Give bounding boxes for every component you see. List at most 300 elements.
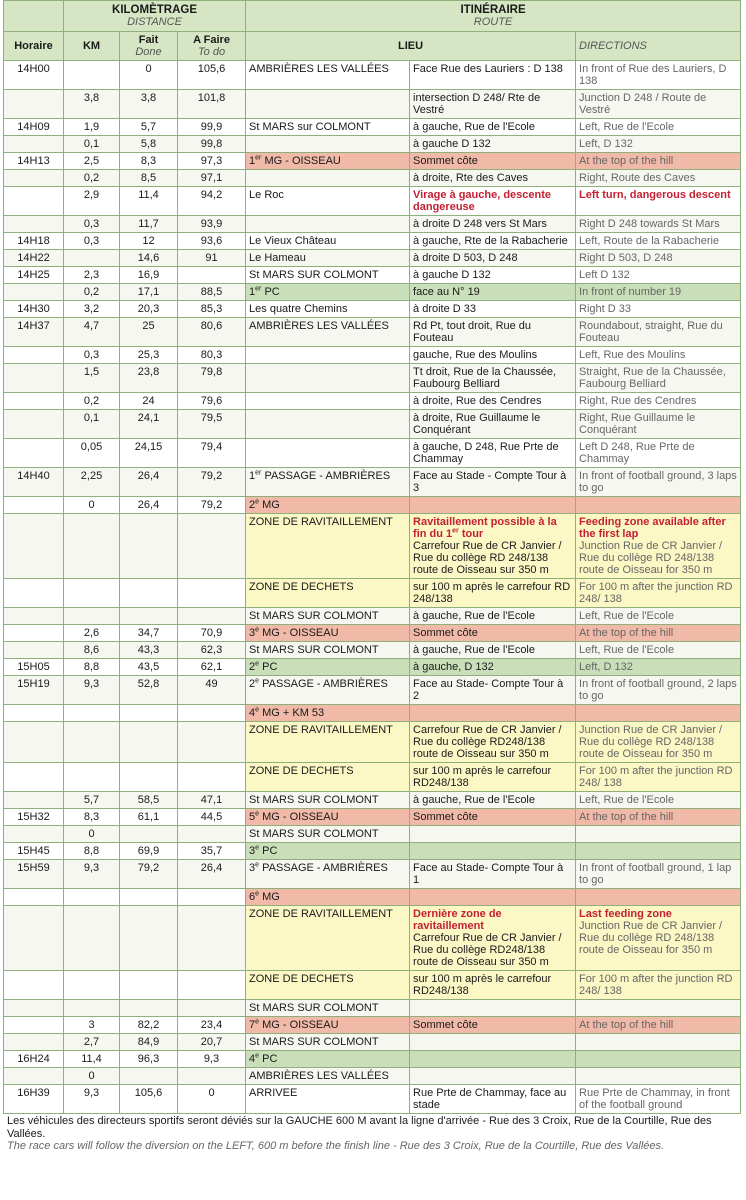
km-cell bbox=[64, 843, 120, 860]
lieu-cell-text: 4e MG + KM 53 bbox=[249, 706, 325, 719]
table-row bbox=[4, 119, 741, 136]
fait-cell bbox=[120, 136, 178, 153]
horaire-cell-text: 15H59 bbox=[17, 862, 50, 874]
a-faire-cell bbox=[178, 625, 246, 642]
table-row bbox=[4, 1051, 741, 1068]
lieu-cell-text: 1er PC bbox=[249, 285, 280, 298]
km-cell bbox=[64, 705, 120, 722]
table-row bbox=[4, 187, 741, 216]
lieu-cell bbox=[246, 1085, 410, 1114]
km-cell-text: 0,2 bbox=[83, 395, 100, 407]
lieu-cell-text: 3e MG - OISSEAU bbox=[249, 626, 339, 639]
a-faire-cell bbox=[178, 809, 246, 826]
horaire-cell bbox=[4, 153, 64, 170]
done-label: Done bbox=[135, 46, 162, 58]
lieu-cell-text: 3e PASSAGE - AMBRIÈRES bbox=[249, 861, 388, 874]
fait-cell-text: 8,3 bbox=[140, 155, 157, 167]
horaire-cell-text: 15H05 bbox=[17, 661, 50, 673]
km-cell bbox=[64, 318, 120, 347]
direction-cell bbox=[576, 153, 741, 170]
horaire-cell bbox=[4, 608, 64, 625]
fait-cell bbox=[120, 393, 178, 410]
km-cell-text: 11,4 bbox=[81, 1053, 102, 1065]
horaire-cell bbox=[4, 514, 64, 579]
location-cell-text: Sommet côte bbox=[413, 811, 478, 823]
lieu-cell-text: ZONE DE DECHETS bbox=[249, 765, 354, 777]
direction-cell bbox=[576, 1000, 741, 1017]
direction-cell-text: Left, Rue de l'Ecole bbox=[579, 644, 675, 656]
table-row bbox=[4, 267, 741, 284]
location-cell bbox=[410, 722, 576, 763]
fait-cell-text: 16,9 bbox=[137, 269, 160, 281]
location-cell bbox=[410, 439, 576, 468]
lieu-cell-text: St MARS SUR COLMONT bbox=[249, 610, 379, 622]
location-cell bbox=[410, 792, 576, 809]
a-faire-cell bbox=[178, 119, 246, 136]
a-faire-cell-text: 88,5 bbox=[200, 286, 223, 298]
location-cell-text: à gauche, D 132 bbox=[413, 661, 494, 673]
location-cell bbox=[410, 1051, 576, 1068]
a-faire-cell bbox=[178, 153, 246, 170]
direction-cell-text: In front of football ground, 3 laps to go bbox=[579, 470, 737, 494]
fait-cell bbox=[120, 763, 178, 792]
location-cell bbox=[410, 1068, 576, 1085]
table-row bbox=[4, 1000, 741, 1017]
a-faire-cell-text: 79,2 bbox=[200, 499, 223, 511]
horaire-header: Horaire bbox=[4, 32, 64, 61]
lieu-cell-text: St MARS SUR COLMONT bbox=[249, 828, 379, 840]
fait-cell-text: 82,2 bbox=[137, 1019, 160, 1031]
location-cell-text: gauche, Rue des Moulins bbox=[413, 349, 538, 361]
km-cell bbox=[64, 1017, 120, 1034]
distance-label: DISTANCE bbox=[127, 16, 182, 28]
location-cell-text: à gauche D 132 bbox=[413, 138, 491, 150]
fait-cell-text: 43,3 bbox=[137, 644, 160, 656]
a-faire-cell bbox=[178, 826, 246, 843]
a-faire-cell-text: 47,1 bbox=[200, 794, 223, 806]
direction-cell-text: In front of number 19 bbox=[579, 286, 682, 298]
a-faire-cell-text: 97,3 bbox=[200, 155, 223, 167]
location-cell bbox=[410, 659, 576, 676]
location-cell-text: Carrefour Rue de CR Janvier / Rue du collège RD 248/138 route de Oisseau sur 350 m bbox=[413, 540, 562, 576]
direction-cell bbox=[576, 722, 741, 763]
fait-cell-text: 24,1 bbox=[137, 412, 160, 424]
a-faire-cell-text: 105,6 bbox=[197, 63, 226, 75]
km-cell-text: 9,3 bbox=[83, 678, 100, 690]
horaire-cell bbox=[4, 267, 64, 284]
fait-cell bbox=[120, 318, 178, 347]
location-cell-text: à droite, Rue des Cendres bbox=[413, 395, 542, 407]
a-faire-cell bbox=[178, 393, 246, 410]
table-row bbox=[4, 364, 741, 393]
fait-cell bbox=[120, 410, 178, 439]
direction-cell bbox=[576, 136, 741, 153]
table-row bbox=[4, 61, 741, 90]
fait-cell bbox=[120, 1068, 178, 1085]
a-faire-cell bbox=[178, 860, 246, 889]
horaire-cell bbox=[4, 1068, 64, 1085]
location-cell-text: Carrefour Rue de CR Janvier / Rue du collège RD248/138 route de Oisseau sur 350 m bbox=[413, 724, 562, 760]
direction-cell-text: Right D 503, D 248 bbox=[579, 252, 673, 264]
lieu-cell-text: ZONE DE RAVITAILLEMENT bbox=[249, 724, 393, 736]
direction-cell-text: At the top of the hill bbox=[579, 627, 674, 639]
horaire-cell bbox=[4, 625, 64, 642]
direction-cell bbox=[576, 1051, 741, 1068]
horaire-cell-text: 14H00 bbox=[17, 63, 50, 75]
table-row bbox=[4, 843, 741, 860]
fait-cell-text: 8,5 bbox=[140, 172, 157, 184]
km-cell-text: 3,2 bbox=[83, 303, 100, 315]
direction-cell-text: In front of Rue des Lauriers, D 138 bbox=[579, 63, 727, 87]
horaire-cell bbox=[4, 216, 64, 233]
table-row bbox=[4, 233, 741, 250]
horaire-cell bbox=[4, 860, 64, 889]
fait-cell-text: 96,3 bbox=[137, 1053, 160, 1065]
location-cell-text: à gauche D 132 bbox=[413, 269, 491, 281]
km-cell bbox=[64, 284, 120, 301]
a-faire-cell bbox=[178, 1051, 246, 1068]
a-faire-cell bbox=[178, 250, 246, 267]
a-faire-cell bbox=[178, 1034, 246, 1051]
direction-cell bbox=[576, 170, 741, 187]
lieu-cell-text: ZONE DE DECHETS bbox=[249, 973, 354, 985]
location-cell bbox=[410, 61, 576, 90]
a-faire-cell bbox=[178, 906, 246, 971]
direction-cell bbox=[576, 468, 741, 497]
km-cell bbox=[64, 119, 120, 136]
km-cell-text: 8,3 bbox=[83, 811, 100, 823]
direction-cell-text: Rue Prte de Chammay, in front of the football ground bbox=[579, 1087, 730, 1111]
location-cell-text: intersection D 248/ Rte de Vestré bbox=[413, 92, 541, 116]
km-cell bbox=[64, 170, 120, 187]
direction-cell-text: Left turn, dangerous descent bbox=[579, 189, 731, 201]
km-cell bbox=[64, 514, 120, 579]
location-cell bbox=[410, 1034, 576, 1051]
km-cell bbox=[64, 809, 120, 826]
fait-cell bbox=[120, 364, 178, 393]
km-cell-text: 0,1 bbox=[83, 412, 100, 424]
a-faire-cell bbox=[178, 284, 246, 301]
direction-cell bbox=[576, 843, 741, 860]
fait-cell bbox=[120, 153, 178, 170]
direction-cell-text: Left, D 132 bbox=[579, 661, 633, 673]
location-cell bbox=[410, 347, 576, 364]
lieu-header: LIEU bbox=[246, 32, 576, 61]
a-faire-cell bbox=[178, 1085, 246, 1114]
table-row bbox=[4, 809, 741, 826]
location-cell-text: Carrefour Rue de CR Janvier / Rue du collège RD248/138 route de Oisseau sur 350 m bbox=[413, 932, 562, 968]
a-faire-cell bbox=[178, 267, 246, 284]
table-row bbox=[4, 284, 741, 301]
horaire-cell bbox=[4, 579, 64, 608]
table-row bbox=[4, 608, 741, 625]
lieu-cell-text: ARRIVEE bbox=[249, 1087, 298, 1099]
table-row bbox=[4, 153, 741, 170]
fait-cell-text: 58,5 bbox=[137, 794, 160, 806]
location-cell bbox=[410, 216, 576, 233]
lieu-cell bbox=[246, 364, 410, 393]
a-faire-cell bbox=[178, 233, 246, 250]
km-cell bbox=[64, 497, 120, 514]
a-faire-cell-text: 44,5 bbox=[200, 811, 223, 823]
a-faire-cell-text: 79,6 bbox=[200, 395, 223, 407]
km-cell-text: 0 bbox=[88, 1070, 95, 1082]
km-cell-text: 0 bbox=[88, 499, 95, 511]
table-row bbox=[4, 642, 741, 659]
table-row bbox=[4, 705, 741, 722]
lieu-cell-text: 4e PC bbox=[249, 1052, 278, 1065]
horaire-cell bbox=[4, 843, 64, 860]
km-cell bbox=[64, 860, 120, 889]
lieu-cell bbox=[246, 233, 410, 250]
km-cell bbox=[64, 889, 120, 906]
lieu-cell bbox=[246, 843, 410, 860]
table-row bbox=[4, 579, 741, 608]
a-faire-cell bbox=[178, 843, 246, 860]
kilometrage-label: KILOMÈTRAGE bbox=[112, 4, 197, 16]
horaire-cell bbox=[4, 705, 64, 722]
location-cell bbox=[410, 676, 576, 705]
fait-cell-text: 11,7 bbox=[138, 218, 159, 230]
direction-cell bbox=[576, 267, 741, 284]
location-cell-text: sur 100 m après le carrefour RD248/138 bbox=[413, 765, 552, 789]
fait-cell-text: 25,3 bbox=[137, 349, 160, 361]
lieu-cell bbox=[246, 676, 410, 705]
table-row bbox=[4, 722, 741, 763]
horaire-cell bbox=[4, 826, 64, 843]
direction-cell-text: Left D 248, Rue Prte de Chammay bbox=[579, 441, 695, 465]
lieu-cell-text: ZONE DE DECHETS bbox=[249, 581, 354, 593]
direction-cell-text: Left, Route de la Rabacherie bbox=[579, 235, 720, 247]
a-faire-cell-text: 79,8 bbox=[200, 366, 223, 378]
km-cell bbox=[64, 722, 120, 763]
horaire-cell bbox=[4, 809, 64, 826]
horaire-cell bbox=[4, 889, 64, 906]
fait-cell bbox=[120, 468, 178, 497]
fait-cell bbox=[120, 301, 178, 318]
location-cell bbox=[410, 187, 576, 216]
a-faire-cell-text: 79,2 bbox=[200, 470, 223, 482]
location-cell-text: Face au Stade - Compte Tour à 3 bbox=[413, 470, 567, 494]
location-cell bbox=[410, 579, 576, 608]
a-faire-cell bbox=[178, 468, 246, 497]
fait-cell-text: 5,7 bbox=[140, 121, 157, 133]
table-row bbox=[4, 90, 741, 119]
lieu-cell-text: 7e MG - OISSEAU bbox=[249, 1018, 339, 1031]
lieu-cell-text: ZONE DE RAVITAILLEMENT bbox=[249, 516, 393, 528]
km-cell bbox=[64, 579, 120, 608]
fait-cell-text: 34,7 bbox=[137, 627, 160, 639]
fait-cell-text: 5,8 bbox=[140, 138, 157, 150]
fait-cell bbox=[120, 579, 178, 608]
itineraire-header bbox=[246, 1, 741, 32]
km-cell-text: 3,8 bbox=[83, 92, 100, 104]
horaire-cell bbox=[4, 971, 64, 1000]
fait-cell bbox=[120, 659, 178, 676]
lieu-cell bbox=[246, 119, 410, 136]
fait-cell-text: 0 bbox=[145, 63, 152, 75]
km-cell-text: 2,6 bbox=[83, 627, 100, 639]
horaire-cell-text: 14H09 bbox=[17, 121, 50, 133]
horaire-cell bbox=[4, 1085, 64, 1114]
fait-cell-text: 61,1 bbox=[137, 811, 160, 823]
lieu-cell bbox=[246, 659, 410, 676]
direction-cell bbox=[576, 642, 741, 659]
table-row bbox=[4, 906, 741, 971]
km-cell-text: 5,7 bbox=[83, 794, 100, 806]
direction-cell bbox=[576, 439, 741, 468]
km-cell-text: 9,3 bbox=[83, 862, 100, 874]
itinerary-table bbox=[3, 0, 741, 1114]
km-cell-text: 8,8 bbox=[83, 661, 100, 673]
horaire-cell bbox=[4, 1017, 64, 1034]
horaire-cell bbox=[4, 393, 64, 410]
fait-cell bbox=[120, 216, 178, 233]
itinerary-body bbox=[4, 61, 741, 1114]
fait-cell-text: 3,8 bbox=[140, 92, 157, 104]
warning-text: Feeding zone available after the first lap bbox=[579, 516, 726, 540]
location-cell bbox=[410, 514, 576, 579]
a-faire-cell bbox=[178, 1017, 246, 1034]
direction-cell-text: For 100 m after the junction RD 248/ 138 bbox=[579, 581, 733, 605]
location-cell-text: face au N° 19 bbox=[413, 286, 480, 298]
lieu-cell bbox=[246, 170, 410, 187]
a-faire-cell-text: 70,9 bbox=[200, 627, 223, 639]
lieu-cell bbox=[246, 284, 410, 301]
lieu-cell-text: AMBRIÈRES LES VALLÉES bbox=[249, 1070, 389, 1082]
km-cell-text: 3 bbox=[88, 1019, 95, 1031]
to-do-label: To do bbox=[197, 46, 226, 58]
km-cell bbox=[64, 267, 120, 284]
location-cell-text: sur 100 m après le carrefour RD248/138 bbox=[413, 973, 552, 997]
a-faire-cell-text: 26,4 bbox=[200, 862, 223, 874]
location-cell bbox=[410, 1017, 576, 1034]
a-faire-cell-text: 62,3 bbox=[200, 644, 223, 656]
km-cell bbox=[64, 659, 120, 676]
a-faire-cell bbox=[178, 1000, 246, 1017]
header-row-top bbox=[4, 1, 741, 32]
km-cell-text: 2,3 bbox=[83, 269, 100, 281]
location-cell bbox=[410, 90, 576, 119]
location-cell bbox=[410, 364, 576, 393]
a-faire-cell bbox=[178, 439, 246, 468]
location-cell-text: à gauche, Rue de l'Ecole bbox=[413, 121, 535, 133]
lieu-cell-text: Le Vieux Château bbox=[249, 235, 337, 247]
horaire-cell-text: 15H45 bbox=[17, 845, 50, 857]
location-cell bbox=[410, 906, 576, 971]
km-cell bbox=[64, 625, 120, 642]
fait-cell-text: 11,4 bbox=[138, 189, 159, 201]
a-faire-cell-text: 79,4 bbox=[200, 441, 223, 453]
note-french: Les véhicules des directeurs sportifs seront déviés sur la GAUCHE 600 M avant la ligne d'arrivée - Rue des 3 Croix, Rue de la Courtille, Rue des Vallées. bbox=[7, 1115, 712, 1140]
fait-cell bbox=[120, 170, 178, 187]
a-faire-cell bbox=[178, 364, 246, 393]
fait-cell bbox=[120, 347, 178, 364]
a-faire-cell-text: 0 bbox=[208, 1087, 215, 1099]
horaire-cell bbox=[4, 497, 64, 514]
direction-cell-text: In front of football ground, 1 lap to go bbox=[579, 862, 732, 886]
location-cell-text: Sommet côte bbox=[413, 1019, 478, 1031]
km-cell bbox=[64, 216, 120, 233]
horaire-cell bbox=[4, 284, 64, 301]
location-cell bbox=[410, 119, 576, 136]
horaire-cell bbox=[4, 410, 64, 439]
table-row bbox=[4, 1068, 741, 1085]
direction-cell bbox=[576, 250, 741, 267]
km-cell bbox=[64, 1068, 120, 1085]
direction-cell bbox=[576, 906, 741, 971]
km-cell bbox=[64, 826, 120, 843]
horaire-cell-text: 14H37 bbox=[17, 320, 50, 332]
table-row bbox=[4, 625, 741, 642]
fait-cell bbox=[120, 642, 178, 659]
fait-cell-text: 105,6 bbox=[134, 1087, 163, 1099]
km-cell-text: 2,7 bbox=[83, 1036, 100, 1048]
table-row bbox=[4, 347, 741, 364]
lieu-cell bbox=[246, 889, 410, 906]
location-cell-text: Sommet côte bbox=[413, 627, 478, 639]
km-cell bbox=[64, 1051, 120, 1068]
warning-text: Last feeding zone bbox=[579, 908, 672, 920]
km-header: KM bbox=[64, 32, 120, 61]
km-cell-text: 0,2 bbox=[83, 286, 100, 298]
direction-cell-text: Right D 33 bbox=[579, 303, 632, 315]
lieu-cell-text: St MARS SUR COLMONT bbox=[249, 269, 379, 281]
direction-cell-text: Right, Route des Caves bbox=[579, 172, 696, 184]
horaire-cell bbox=[4, 119, 64, 136]
lieu-cell bbox=[246, 439, 410, 468]
location-cell bbox=[410, 318, 576, 347]
location-cell bbox=[410, 468, 576, 497]
fait-cell bbox=[120, 625, 178, 642]
lieu-cell bbox=[246, 90, 410, 119]
horaire-cell bbox=[4, 722, 64, 763]
table-row bbox=[4, 1017, 741, 1034]
direction-cell bbox=[576, 889, 741, 906]
km-cell bbox=[64, 250, 120, 267]
km-cell-text: 4,7 bbox=[83, 320, 100, 332]
lieu-cell bbox=[246, 514, 410, 579]
km-cell-text: 2,25 bbox=[80, 470, 103, 482]
lieu-cell-text: 1er MG - OISSEAU bbox=[249, 154, 341, 167]
location-cell bbox=[410, 826, 576, 843]
a-faire-cell bbox=[178, 514, 246, 579]
table-row bbox=[4, 439, 741, 468]
km-cell-text: 1,5 bbox=[83, 366, 100, 378]
a-faire-cell bbox=[178, 705, 246, 722]
fait-cell bbox=[120, 676, 178, 705]
a-faire-cell bbox=[178, 971, 246, 1000]
direction-cell-text: Left, Rue de l'Ecole bbox=[579, 121, 675, 133]
km-cell bbox=[64, 763, 120, 792]
lieu-cell bbox=[246, 809, 410, 826]
lieu-cell bbox=[246, 250, 410, 267]
a-faire-cell-text: 35,7 bbox=[200, 845, 223, 857]
lieu-cell bbox=[246, 1000, 410, 1017]
lieu-cell-text: 3e PC bbox=[249, 844, 278, 857]
lieu-cell bbox=[246, 971, 410, 1000]
table-row bbox=[4, 971, 741, 1000]
fait-cell-text: 69,9 bbox=[137, 845, 160, 857]
km-cell bbox=[64, 233, 120, 250]
lieu-cell bbox=[246, 722, 410, 763]
fait-cell bbox=[120, 514, 178, 579]
lieu-cell bbox=[246, 468, 410, 497]
horaire-cell bbox=[4, 61, 64, 90]
direction-cell bbox=[576, 119, 741, 136]
location-cell bbox=[410, 705, 576, 722]
a-faire-cell-text: 91 bbox=[205, 252, 218, 264]
